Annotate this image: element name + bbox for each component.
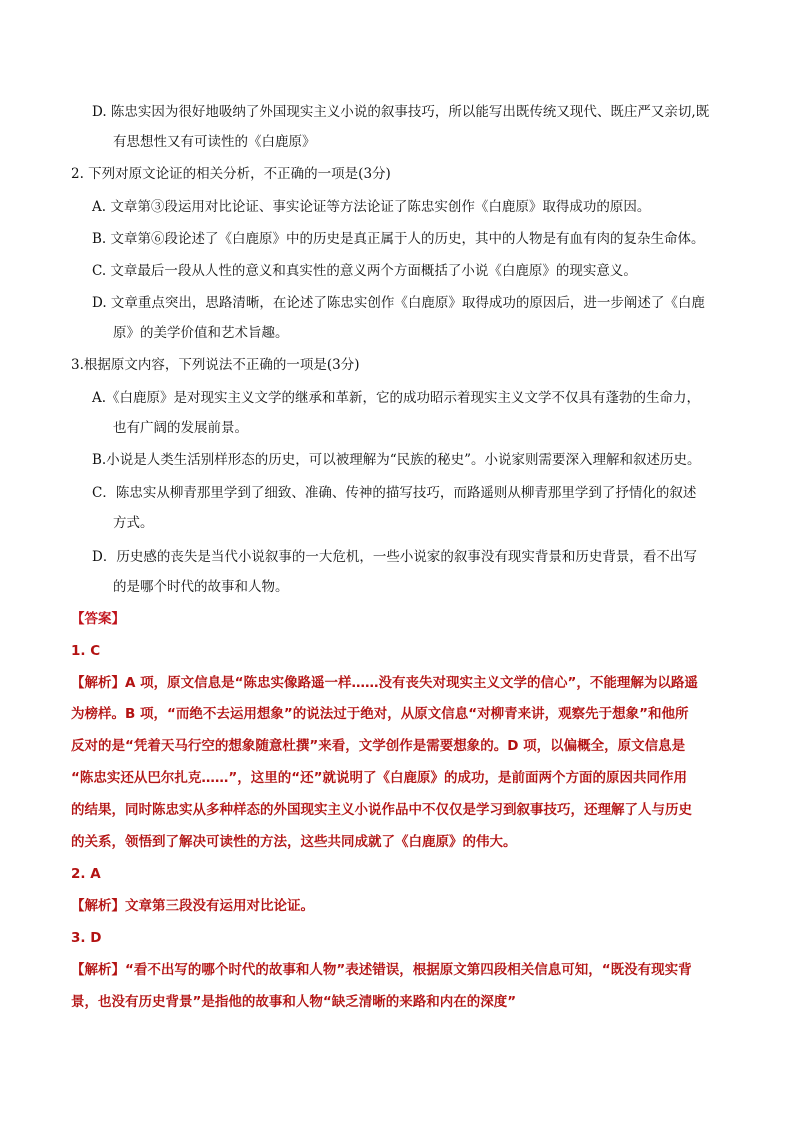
answer-1-explanation-line4: “陈忠实还从巴尔扎克……”，这里的“还”就说明了《白鹿原》的成功，是前面两个方面的原因共同作用 [71,770,687,786]
answer-1-explanation-line2: 为榜样。B 项，“而绝不去运用想象”的说法过于绝对，从原文信息“对柳青来讲，观察先于想象”和他所 [71,706,689,722]
q3-option-d-line2: 的是哪个时代的故事和人物。 [113,579,289,595]
q3-option-b: B.小说是人类生活别样形态的历史，可以被理解为“民族的秘史”。小说家则需要深入理解和叙述历史。 [92,452,701,468]
q3-option-c-line1: C．陈忠实从柳青那里学到了细致、准确、传神的描写技巧，而路遥则从柳青那里学到了抒情化的叙述 [92,485,697,501]
q3-option-a-line1: A.《白鹿原》是对现实主义文学的继承和革新，它的成功昭示着现实主义文学不仅具有蓬勃的生命力， [92,390,701,406]
answer-1-explanation-line1: 【解析】A 项，原文信息是“陈忠实像路遥一样……没有丧失对现实主义文学的信心”，不能理解为以路遥 [71,675,698,691]
q1-option-d-line2: 有思想性又有可读性的《白鹿原》 [113,134,316,150]
answer-1-explanation-line6: 的关系，领悟到了解决可读性的方法，这些共同成就了《白鹿原》的伟大。 [71,834,517,850]
answer-3: 3. D [71,930,102,946]
q3-stem: 3.根据原文内容，下列说法不正确的一项是(3分) [71,357,360,373]
q3-option-c-line2: 方式。 [113,515,154,531]
answer-1-explanation-line3: 反对的是“凭着天马行空的想象随意杜撰”来看，文学创作是需要想象的。D 项，以偏概全，原文信息是 [71,738,686,754]
q2-option-d-line2: 原》的美学价值和艺术旨趣。 [113,325,289,341]
answer-1: 1. C [71,643,101,659]
q2-option-d-line1: D. 文章重点突出，思路清晰，在论述了陈忠实创作《白鹿原》取得成功的原因后，进一步阐述了《白鹿 [92,295,705,311]
q2-option-b: B. 文章第⑥段论述了《白鹿原》中的历史是真正属于人的历史，其中的人物是有血有肉的复杂生命体。 [92,231,705,247]
answer-heading: 【答案】 [71,611,125,627]
q3-option-d-line1: D．历史感的丧失是当代小说叙事的一大危机，一些小说家的叙事没有现实背景和历史背景，看不出写 [92,549,697,565]
q2-option-a: A. 文章第③段运用对比论证、事实论证等方法论证了陈忠实创作《白鹿原》取得成功的原因。 [92,199,651,215]
answer-1-explanation-line5: 的结果，同时陈忠实从多种样态的外国现实主义小说作品中不仅仅是学习到叙事技巧，还理解了人与历史 [71,802,692,818]
q2-stem: 2. 下列对原文论证的相关分析，不正确的一项是(3分) [71,166,391,182]
q2-option-c: C. 文章最后一段从人性的意义和真实性的意义两个方面概括了小说《白鹿原》的现实意义。 [92,263,637,279]
answer-3-explanation-line2: 景，也没有历史背景”是指他的故事和人物“缺乏清晰的来路和内在的深度” [71,994,517,1010]
q1-option-d-line1: D. 陈忠实因为很好地吸纳了外国现实主义小说的叙事技巧，所以能写出既传统又现代、既庄严又亲切,既 [92,104,710,120]
answer-3-explanation-line1: 【解析】“看不出写的哪个时代的故事和人物”表述错误，根据原文第四段相关信息可知，“既没有现实背 [71,962,692,978]
answer-2: 2. A [71,866,101,882]
answer-2-explanation: 【解析】文章第三段没有运用对比论证。 [71,898,314,914]
q3-option-a-line2: 也有广阔的发展前景。 [113,420,248,436]
